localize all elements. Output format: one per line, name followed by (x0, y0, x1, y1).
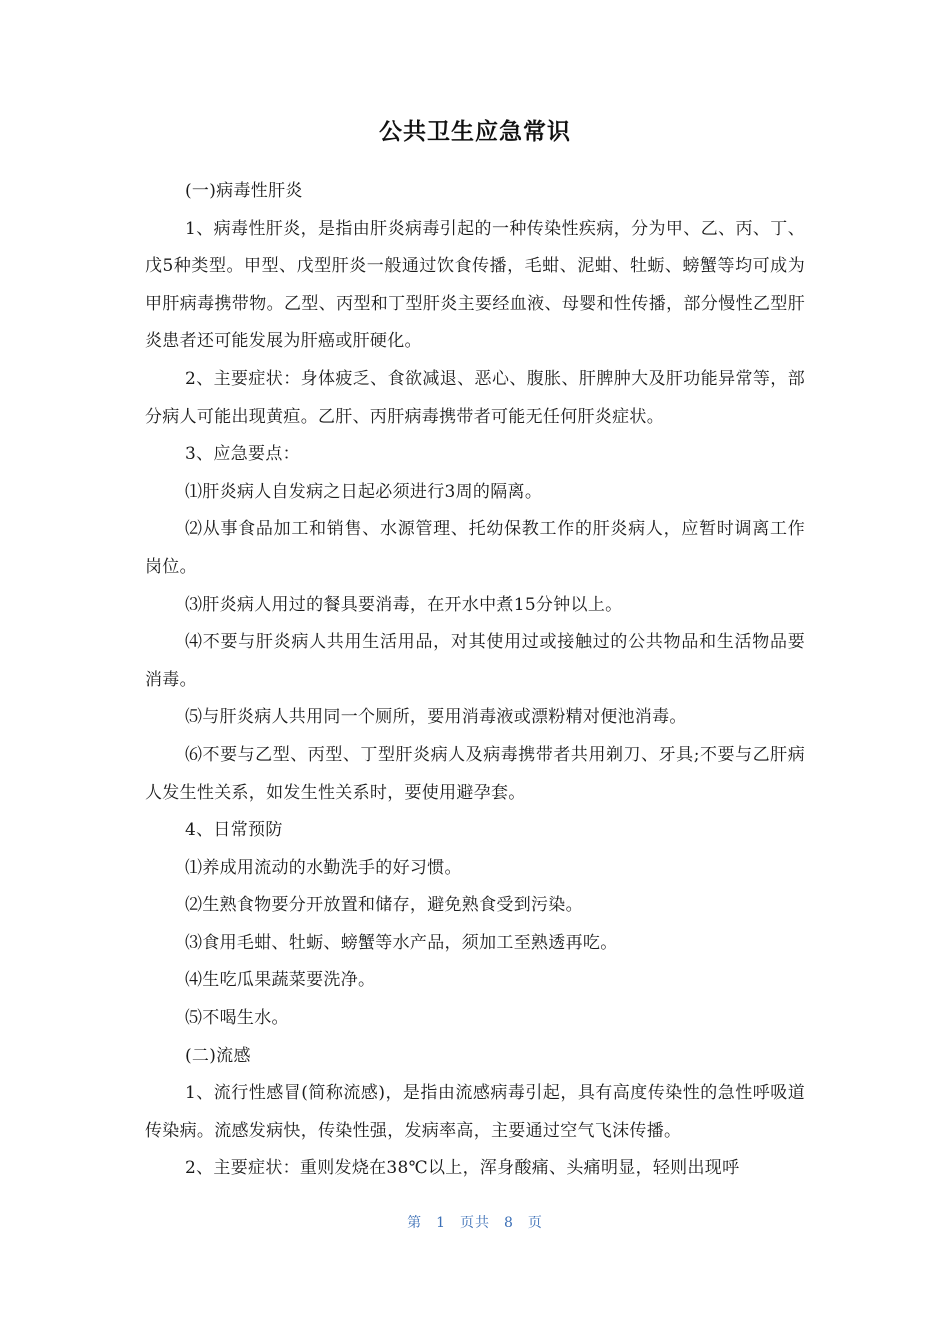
paragraph: 1、流行性感冒(简称流感)，是指由流感病毒引起，具有高度传染性的急性呼吸道传染病。流感发病快，传染性强，发病率高，主要通过空气飞沫传播。 (145, 1083, 805, 1141)
paragraph: 2、主要症状：身体疲乏、食欲减退、恶心、腹胀、肝脾肿大及肝功能异常等，部分病人可能出现黄疸。乙肝、丙肝病毒携带者可能无任何肝炎症状。 (145, 368, 805, 427)
subheading: 4、日常预防 (185, 820, 283, 841)
list-item: ⑶食用毛蚶、牡蛎、螃蟹等水产品，须加工至熟透再吃。 (185, 932, 618, 953)
footer-suffix: 页 (527, 1215, 543, 1231)
paragraph: 1、病毒性肝炎，是指由肝炎病毒引起的一种传染性疾病，分为甲、乙、丙、丁、戊5种类型。甲型、戊型肝炎一般通过饮食传播，毛蚶、泥蚶、牡蛎、螃蟹等均可成为甲肝病毒携带物。乙型、丙型和丁型肝炎主要经血液、母婴和性传播，部分慢性乙型肝炎患者还可能发展为肝癌或肝硬化。 (145, 218, 805, 352)
footer-total-pages: 8 (504, 1215, 514, 1231)
list-item: ⑴肝炎病人自发病之日起必须进行3周的隔离。 (185, 481, 543, 502)
list-item: ⑸不喝生水。 (185, 1008, 289, 1029)
list-item: ⑷不要与肝炎病人共用生活用品，对其使用过或接触过的公共物品和生活物品要消毒。 (145, 632, 805, 690)
list-item: ⑸与肝炎病人共用同一个厕所，要用消毒液或漂粉精对便池消毒。 (185, 707, 687, 728)
list-item: ⑵从事食品加工和销售、水源管理、托幼保教工作的肝炎病人，应暂时调离工作岗位。 (145, 519, 805, 577)
section-heading-hepatitis: (一)病毒性肝炎 (185, 181, 303, 201)
list-item: ⑵生熟食物要分开放置和储存，避免熟食受到污染。 (185, 895, 583, 916)
paragraph: 2、主要症状：重则发烧在38℃以上，浑身酸痛、头痛明显，轻则出现呼 (185, 1158, 740, 1179)
footer-prefix: 第 (407, 1215, 423, 1231)
subheading: 3、应急要点： (185, 444, 300, 465)
section-heading-flu: (二)流感 (185, 1045, 251, 1066)
footer-middle: 页共 (460, 1215, 490, 1231)
list-item: ⑴养成用流动的水勤洗手的好习惯。 (185, 857, 462, 878)
document-body (145, 173, 805, 1188)
document-title: 公共卫生应急常识 (379, 119, 571, 145)
page-footer (0, 1211, 950, 1235)
list-item: ⑷生吃瓜果蔬菜要洗净。 (185, 970, 376, 991)
list-item: ⑶肝炎病人用过的餐具要消毒，在开水中煮15分钟以上。 (185, 594, 623, 615)
footer-page-number: 1 (436, 1215, 446, 1231)
list-item: ⑹不要与乙型、丙型、丁型肝炎病人及病毒携带者共用剃刀、牙具;不要与乙肝病人发生性关系，如发生性关系时，要使用避孕套。 (145, 744, 805, 803)
